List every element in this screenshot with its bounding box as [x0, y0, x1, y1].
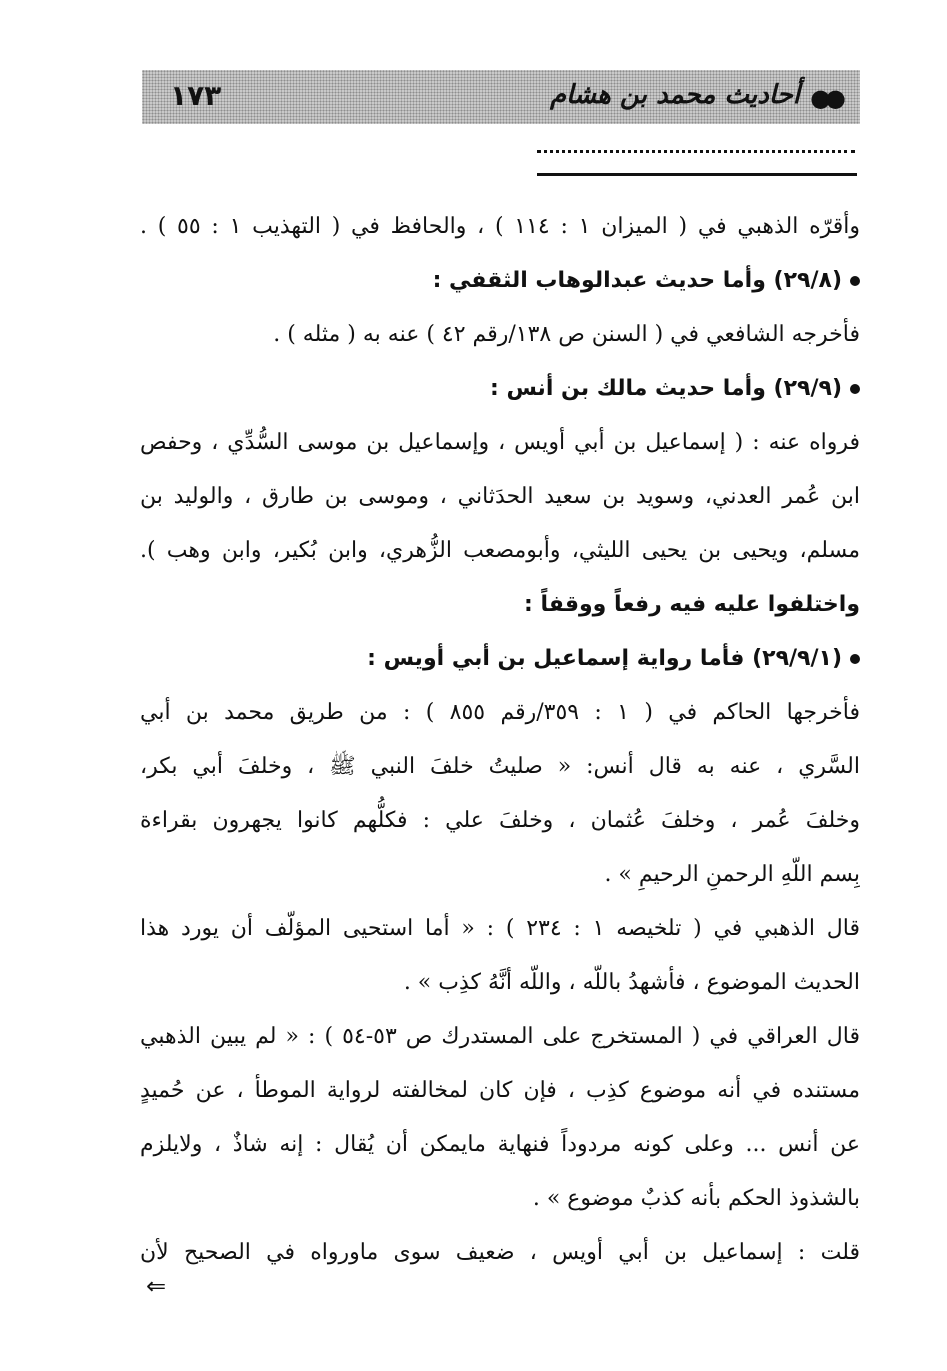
text-line: ابن عُمر العدني، وسويد بن سعيد الحدَثاني ، وموسى بن طارق ، والوليد بن	[140, 484, 860, 509]
text-line: عن أنس ... وعلى كونه مردوداً فنهاية مايمكن أن يُقال : إنه شاذٌ ، ولايلزم	[140, 1132, 860, 1157]
section-heading	[140, 632, 860, 686]
heading-text: (٢٩/٨) وأما حديث عبدالوهاب الثقفي :	[432, 268, 842, 293]
section-heading	[140, 362, 860, 416]
heading-text: (٢٩/٩/١) فأما رواية إسماعيل بن أبي أويس :	[367, 646, 842, 671]
header-rule	[537, 173, 857, 176]
text-line: مستنده في أنه موضوع كذِب ، فإن كان لمخالفته لرواية الموطأ ، عن حُميدٍ	[140, 1078, 860, 1103]
text-line: قال العراقي في ( المستخرج على المستدرك ص ٥٣-٥٤ ) : « لم يبين الذهبي	[140, 1024, 860, 1049]
text-line: قال الذهبي في ( تلخيصه ١ : ٢٣٤ ) : « أما استحيى المؤلّف أن يورد هذا	[140, 916, 860, 941]
text-line: بالشذوذ الحكم بأنه كذبٌ موضوع » .	[532, 1186, 860, 1211]
text-line: بِسم اللّهِ الرحمنِ الرحيمِ » .	[604, 862, 860, 887]
running-header	[142, 70, 860, 124]
text-line: وأقرّه الذهبي في ( الميزان ١ : ١١٤ ) ، والحافظ في ( التهذيب ١ : ٥٥ ) .	[140, 214, 860, 239]
text-line: قلت : إسماعيل بن أبي أويس ، ضعيف سوى ماورواه في الصحيح لأن	[140, 1240, 860, 1265]
heading-text: (٢٩/٩) وأما حديث مالك بن أنس :	[490, 376, 842, 401]
text-line: فرواه عنه : ( إسماعيل بن أبي أويس ، وإسماعيل بن موسى السُّدِّي ، وحفص	[140, 430, 860, 455]
continuation-arrow-icon: ⇐	[146, 1272, 167, 1300]
dotted-divider	[537, 150, 855, 153]
page-body	[140, 200, 860, 1280]
text-line: السَّري ، عنه به قال أنس: « صليتُ خلفَ النبي ﷺ ، وخلفَ أبي بكر،	[140, 754, 860, 779]
bullet-icon	[850, 276, 860, 286]
page-number: ١٧٣	[170, 79, 222, 112]
text-line: فأخرجه الشافعي في ( السنن ص ١٣٨/رقم ٤٢ ) عنه به ( مثله ) .	[273, 322, 860, 347]
text-line: وخلفَ عُمر ، وخلفَ عُثمان ، وخلفَ علي : فكلُّهم كانوا يجهرون بقراءة	[140, 808, 860, 833]
bullet-icon	[850, 654, 860, 664]
section-heading: واختلفوا عليه فيه رفعاً ووقفاً :	[524, 592, 860, 617]
text-line: الحديث الموضوع ، فأشهدُ باللّه ، واللّه أنَّهُ كذِب » .	[403, 970, 860, 995]
text-line: مسلم، ويحيى بن يحيى الليثي، وأبومصعب الزُّهري، وابن بُكير، وابن وهب ).	[140, 538, 860, 563]
bullet-icon	[850, 384, 860, 394]
text-line: فأخرجها الحاكم في ( ١ : ٣٥٩/رقم ٨٥٥ ) : من طريق محمد بن أبي	[140, 700, 860, 725]
section-heading	[140, 254, 860, 308]
running-title: أحاديث محمد بن هشام	[549, 80, 800, 110]
ornament-icon: ●●	[810, 84, 840, 112]
